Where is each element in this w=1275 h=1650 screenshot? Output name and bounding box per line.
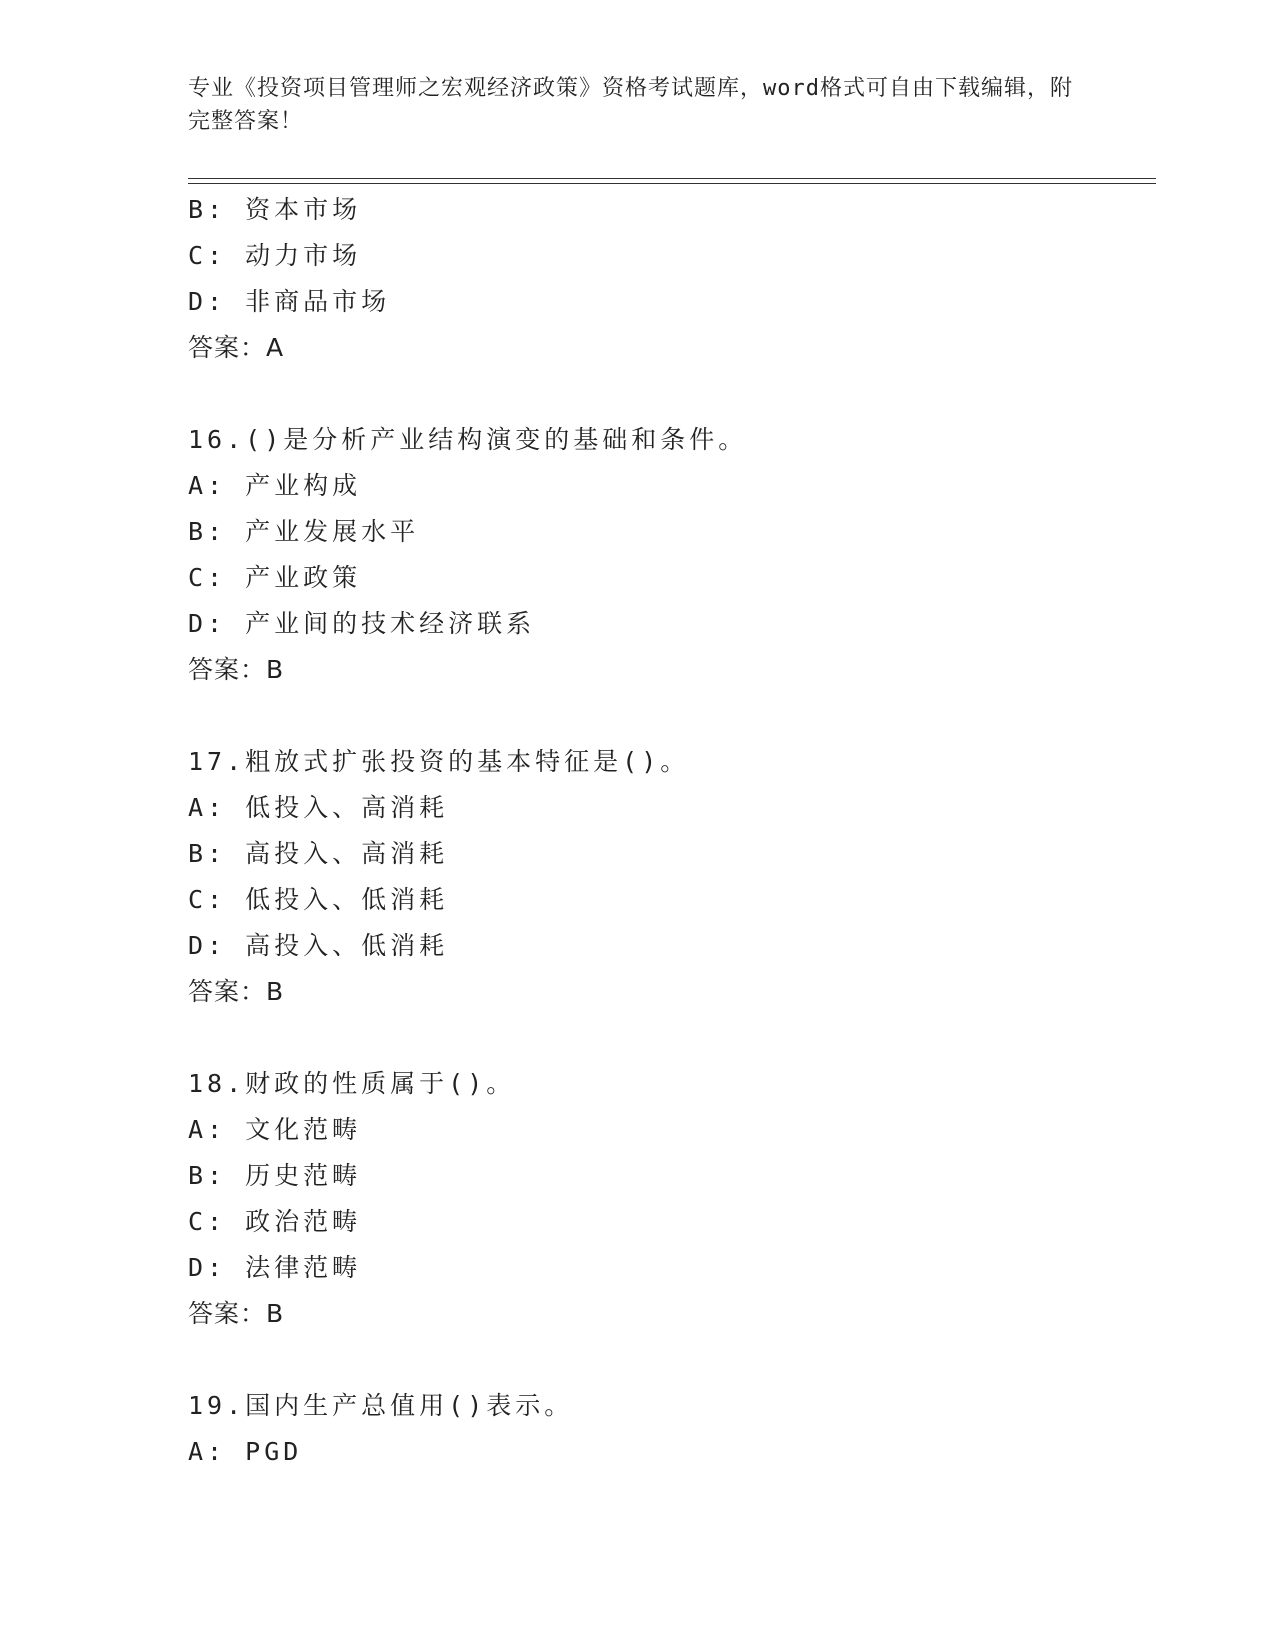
option-c: C: 动力市场 [188, 241, 362, 270]
option-b: B: 高投入、高消耗 [188, 839, 449, 868]
question-19 [188, 1383, 1156, 1475]
question-18 [188, 1061, 1156, 1337]
option-b: B: 资本市场 [188, 195, 362, 224]
spacer [188, 693, 1156, 739]
option-a: A: 产业构成 [188, 471, 362, 500]
option-a: A: 低投入、高消耗 [188, 793, 449, 822]
question-stem: 19.国内生产总值用()表示。 [188, 1391, 574, 1420]
option-c: C: 政治范畴 [188, 1207, 362, 1236]
question-16 [188, 417, 1156, 693]
spacer [188, 1337, 1156, 1383]
option-c: C: 低投入、低消耗 [188, 885, 449, 914]
question-stem: 16.()是分析产业结构演变的基础和条件。 [188, 425, 748, 454]
option-d: D: 产业间的技术经济联系 [188, 609, 536, 638]
question-15-partial [188, 187, 1156, 371]
option-d: D: 非商品市场 [188, 287, 391, 316]
option-d: D: 法律范畴 [188, 1253, 362, 1282]
question-stem: 17.粗放式扩张投资的基本特征是()。 [188, 747, 690, 776]
header-divider-top [188, 178, 1156, 179]
answer-line: 答案：A [188, 333, 285, 362]
option-a: A: 文化范畴 [188, 1115, 362, 1144]
spacer [188, 371, 1156, 417]
question-stem: 18.财政的性质属于()。 [188, 1069, 516, 1098]
question-17 [188, 739, 1156, 1015]
answer-line: 答案：B [188, 977, 285, 1006]
option-b: B: 产业发展水平 [188, 517, 420, 546]
option-c: C: 产业政策 [188, 563, 362, 592]
answer-line: 答案：B [188, 1299, 285, 1328]
answer-line: 答案：B [188, 655, 285, 684]
spacer [188, 1015, 1156, 1061]
option-d: D: 高投入、低消耗 [188, 931, 449, 960]
option-b: B: 历史范畴 [188, 1161, 362, 1190]
question-list [188, 187, 1156, 1475]
header-title: 专业《投资项目管理师之宏观经济政策》资格考试题库，word格式可自由下载编辑，附完整答案！ [188, 76, 1073, 134]
option-a: A: PGD [188, 1437, 303, 1466]
document-header [188, 72, 1078, 138]
header-divider-bottom [188, 183, 1156, 184]
